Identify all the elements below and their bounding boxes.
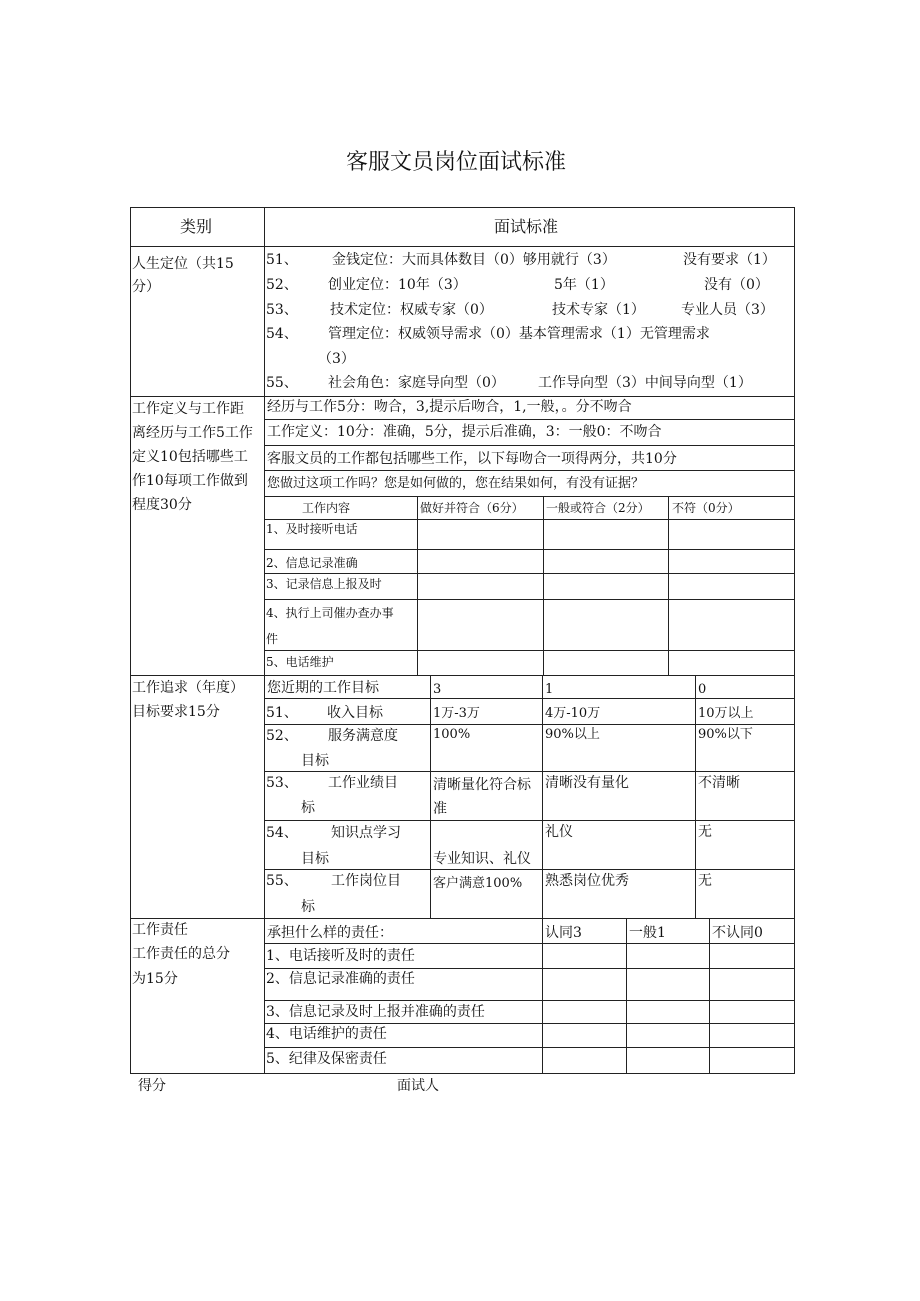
category-label: 定义10包括哪些工 bbox=[132, 449, 248, 465]
table-row-label: 2、信息记录准确 bbox=[266, 556, 358, 570]
criteria-text: 没有要求（1） bbox=[683, 252, 776, 268]
item-number: 51、 bbox=[266, 705, 298, 721]
goal-value: 无 bbox=[698, 873, 712, 889]
goal-value: 10万以上 bbox=[698, 706, 754, 721]
goal-value: 90%以下 bbox=[698, 727, 753, 742]
table-row-label: 1、及时接听电话 bbox=[266, 522, 358, 536]
goal-value: 100% bbox=[433, 727, 471, 742]
criteria-text: （3） bbox=[318, 351, 355, 367]
item-number: 52、 bbox=[266, 277, 298, 293]
header-category: 类别 bbox=[180, 217, 213, 236]
column-header: 不认同0 bbox=[712, 925, 763, 941]
goal-value: 客户满意100% bbox=[433, 876, 523, 891]
goal-value: 熟悉岗位优秀 bbox=[545, 873, 629, 889]
column-header: 一般1 bbox=[629, 925, 666, 941]
table-row-label: 1、电话接听及时的责任 bbox=[266, 948, 415, 964]
category-label: 离经历与工作5工作 bbox=[132, 425, 253, 441]
table-row-label: 2、信息记录准确的责任 bbox=[266, 971, 415, 987]
goal-value: 清晰量化符合标 bbox=[433, 777, 531, 793]
goal-label: 目标 bbox=[301, 851, 329, 867]
category-label: 作10每项工作做到 bbox=[132, 473, 248, 489]
column-header: 认同3 bbox=[545, 925, 582, 941]
category-label: 工作定义与工作距 bbox=[132, 401, 244, 417]
table-row-label: 5、电话维护 bbox=[266, 655, 334, 669]
goal-label: 服务满意度 bbox=[328, 728, 398, 744]
item-number: 53、 bbox=[266, 302, 298, 318]
page-title: 客服文员岗位面试标准 bbox=[346, 150, 567, 175]
criteria-text: 工作定义：10分：准确，5分，提示后准确，3：一般0：不吻合 bbox=[267, 424, 662, 440]
table-row-label: 件 bbox=[266, 632, 279, 646]
column-header: 1 bbox=[545, 682, 554, 697]
goal-label: 收入目标 bbox=[327, 705, 383, 721]
category-label: 工作责任 bbox=[132, 922, 188, 938]
criteria-text: 经历与工作5分：吻合，3,提示后吻合，1,一般，。分不吻合 bbox=[267, 399, 632, 415]
table-row-label: 4、执行上司催办查办事 bbox=[266, 606, 394, 620]
criteria-text: 技术定位：权威专家（0） bbox=[330, 302, 493, 318]
column-header: 您近期的工作目标 bbox=[267, 680, 379, 696]
column-header: 0 bbox=[698, 682, 707, 697]
column-header: 不符（0分） bbox=[672, 501, 740, 515]
table-row-label: 5、纪律及保密责任 bbox=[266, 1051, 387, 1067]
category-label: 为15分 bbox=[132, 971, 178, 987]
goal-value: 专业知识、礼仪 bbox=[433, 851, 531, 867]
column-header: 一般或符合（2分） bbox=[546, 501, 650, 515]
item-number: 54、 bbox=[266, 326, 298, 342]
criteria-text: 5年（1） bbox=[554, 277, 614, 293]
column-header: 承担什么样的责任： bbox=[267, 925, 393, 941]
column-header: 3 bbox=[433, 682, 442, 697]
criteria-text: 创业定位：10年（3） bbox=[328, 277, 467, 293]
criteria-text: 技术专家（1） bbox=[552, 302, 645, 318]
interviewer-label: 面试人 bbox=[397, 1078, 439, 1094]
goal-label: 标 bbox=[301, 800, 315, 816]
goal-label: 工作业绩目 bbox=[328, 775, 398, 791]
item-number: 55、 bbox=[266, 873, 298, 889]
column-header: 工作内容 bbox=[302, 501, 351, 515]
header-criteria: 面试标准 bbox=[494, 217, 559, 236]
table-row-label: 3、信息记录及时上报并准确的责任 bbox=[266, 1004, 485, 1020]
goal-value: 90%以上 bbox=[545, 727, 600, 742]
score-label: 得分 bbox=[138, 1078, 166, 1094]
category-label: 工作追求（年度） bbox=[132, 680, 244, 696]
item-number: 52、 bbox=[266, 728, 298, 744]
category-label: 工作责任的总分 bbox=[132, 946, 230, 962]
goal-label: 工作岗位目 bbox=[331, 873, 401, 889]
criteria-text: 专业人员（3） bbox=[681, 302, 774, 318]
category-label: 人生定位（共15 bbox=[132, 256, 234, 272]
column-header: 做好并符合（6分） bbox=[420, 501, 524, 515]
criteria-text: 没有（0） bbox=[704, 277, 769, 293]
criteria-text: 社会角色：家庭导向型（0） bbox=[328, 375, 505, 391]
criteria-text: 您做过这项工作吗？您是如何做的，您在结果如何，有没有证据？ bbox=[267, 476, 645, 491]
item-number: 51、 bbox=[266, 252, 298, 268]
goal-label: 目标 bbox=[301, 753, 329, 769]
goal-label: 标 bbox=[301, 899, 315, 915]
goal-value: 无 bbox=[698, 824, 712, 840]
table-row-label: 3、记录信息上报及时 bbox=[266, 577, 382, 591]
goal-value: 4万-10万 bbox=[545, 706, 601, 721]
category-label: 分） bbox=[132, 279, 160, 295]
goal-value: 清晰没有量化 bbox=[545, 775, 629, 791]
table-row-label: 4、电话维护的责任 bbox=[266, 1026, 387, 1042]
item-number: 53、 bbox=[266, 775, 298, 791]
goal-value: 礼仪 bbox=[545, 824, 573, 840]
category-label: 目标要求15分 bbox=[132, 704, 220, 720]
item-number: 54、 bbox=[266, 825, 298, 841]
goal-value: 1万-3万 bbox=[433, 706, 480, 721]
goal-value: 准 bbox=[433, 801, 447, 817]
goal-label: 知识点学习 bbox=[331, 825, 401, 841]
goal-value: 不清晰 bbox=[698, 775, 740, 791]
criteria-text: 管理定位：权威领导需求（0）基本管理需求（1）无管理需求 bbox=[328, 326, 710, 342]
category-label: 程度30分 bbox=[132, 497, 192, 513]
criteria-text: 工作导向型（3）中间导向型（1） bbox=[538, 375, 752, 391]
item-number: 55、 bbox=[266, 375, 298, 391]
criteria-text: 客服文员的工作都包括哪些工作，以下每吻合一项得两分，共10分 bbox=[267, 451, 677, 467]
criteria-text: 金钱定位：大而具体数目（0）够用就行（3） bbox=[332, 252, 616, 268]
